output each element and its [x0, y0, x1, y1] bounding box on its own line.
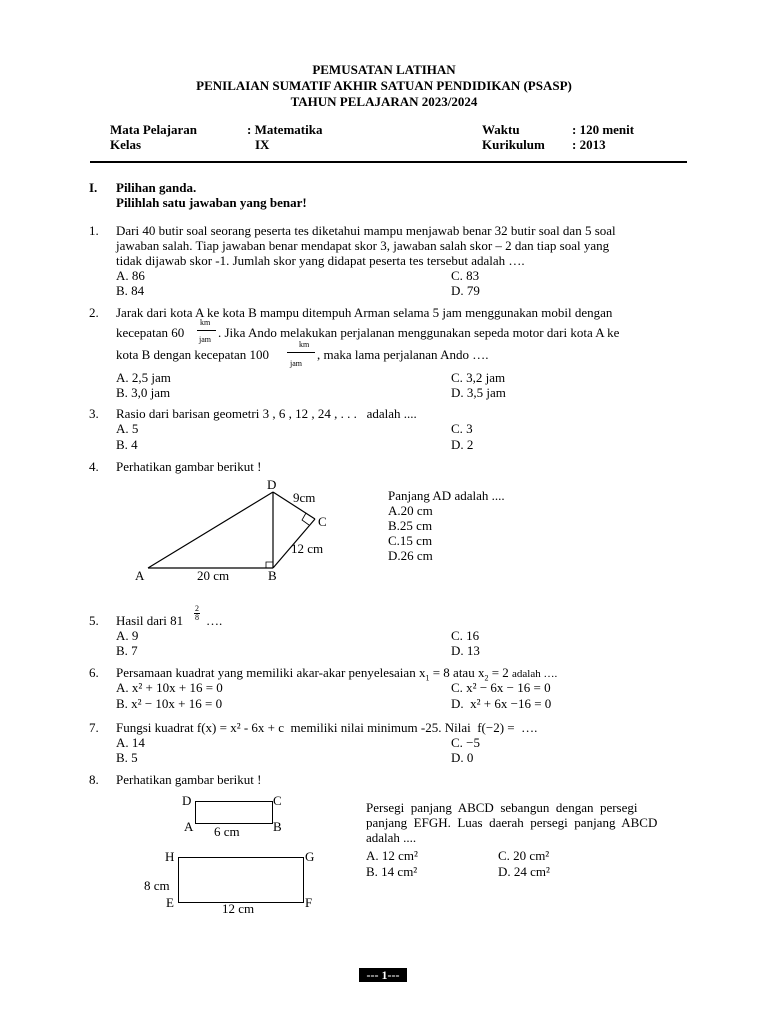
q3-option-c: C. 3: [451, 421, 473, 436]
q1-line-2: jawaban salah. Tiap jawaban benar mendapat skor 3, jawaban salah skor – 2 dan tiap soal yang: [116, 238, 610, 253]
q8-label-h: H: [165, 849, 175, 864]
q8-rectangle-abcd: [195, 801, 273, 824]
subject-label: Mata Pelajaran: [110, 122, 198, 137]
q6-option-c: C. x² − 6x − 16 = 0: [451, 680, 551, 695]
q7-option-a: A. 14: [116, 735, 145, 750]
q4-option-c: C.15 cm: [388, 533, 433, 548]
q2-fraction-bar-2: [287, 352, 315, 353]
q7-option-c: C. −5: [451, 735, 481, 750]
q6-option-a: A. x² + 10x + 16 = 0: [116, 680, 223, 695]
q8-rectangle-efgh: [178, 857, 304, 903]
q6-option-b: B. x² − 10x + 16 = 0: [116, 696, 223, 711]
q6-root-2: = 2: [491, 665, 509, 680]
q8-large-height: 8 cm: [144, 878, 170, 893]
q4-length-bc: 12 cm: [291, 541, 324, 556]
q1-option-a: A. 86: [116, 268, 145, 283]
q4-number: 4.: [89, 459, 99, 474]
q1-option-b: B. 84: [116, 283, 145, 298]
q2-unit-den-2: jam: [290, 359, 302, 368]
class-value: IX: [255, 137, 270, 152]
q2-option-b: B. 3,0 jam: [116, 385, 171, 400]
q6-tail: adalah ….: [512, 668, 558, 680]
q5-exponent-den: 8: [195, 613, 199, 622]
q2-unit-num-2: km: [299, 340, 310, 349]
curriculum-label: Kurikulum: [482, 137, 545, 152]
q5-text: Hasil dari 81: [116, 613, 184, 628]
q1-line-1: Dari 40 butir soal seorang peserta tes diketahui mampu menjawab benar 32 butir soal dan 5 soal: [116, 223, 616, 238]
q8-option-a: A. 12 cm²: [366, 848, 418, 863]
subject-value: : Matematika: [247, 122, 323, 137]
q2-number: 2.: [89, 305, 99, 320]
q8-label-d: D: [182, 793, 192, 808]
q6-number: 6.: [89, 665, 99, 680]
q4-option-b: B.25 cm: [388, 518, 433, 533]
page-number: --- 1---: [359, 968, 407, 982]
q8-question-line-2: panjang EFGH. Luas daerah persegi panjang ABCD: [366, 815, 658, 830]
q6-sub-1: 1: [425, 673, 430, 683]
q8-label-e: E: [166, 895, 174, 910]
q8-label-b: B: [273, 819, 282, 834]
q8-text: Perhatikan gambar berikut !: [116, 772, 262, 787]
q7-number: 7.: [89, 720, 99, 735]
q2-option-c: C. 3,2 jam: [451, 370, 506, 385]
q4-length-ab: 20 cm: [197, 568, 230, 583]
q4-length-dc: 9cm: [293, 490, 316, 505]
q4-question: Panjang AD adalah ....: [388, 488, 505, 503]
q2-line-1: Jarak dari kota A ke kota B mampu ditempuh Arman selama 5 jam menggunakan mobil dengan: [116, 305, 613, 320]
q2-line-2b: . Jika Ando melakukan perjalanan menggunakan sepeda motor dari kota A ke: [218, 325, 620, 340]
time-value: : 120 menit: [572, 122, 635, 137]
q4-option-d: D.26 cm: [388, 548, 433, 563]
q5-option-d: D. 13: [451, 643, 480, 658]
q3-text: Rasio dari barisan geometri 3 , 6 , 12 , 24 , . . . adalah ....: [116, 406, 417, 421]
q4-text: Perhatikan gambar berikut !: [116, 459, 262, 474]
q8-question-line-1: Persegi panjang ABCD sebangun dengan persegi: [366, 800, 638, 815]
q8-label-a: A: [184, 819, 194, 834]
q4-line-ad: [148, 492, 273, 568]
q2-option-d: D. 3,5 jam: [451, 385, 506, 400]
q8-option-c: C. 20 cm²: [498, 848, 550, 863]
q5-tail: ….: [206, 613, 223, 628]
header-line-1: PEMUSATAN LATIHAN: [312, 62, 456, 77]
time-label: Waktu: [482, 122, 520, 137]
q6-option-d: D. x² + 6x −16 = 0: [451, 696, 552, 711]
q3-number: 3.: [89, 406, 99, 421]
q3-option-a: A. 5: [116, 421, 139, 436]
q2-line-3a: kota B dengan kecepatan 100: [116, 347, 270, 362]
q5-option-a: A. 9: [116, 628, 139, 643]
q1-number: 1.: [89, 223, 99, 238]
q5-option-b: B. 7: [116, 643, 138, 658]
q3-option-b: B. 4: [116, 437, 138, 452]
q8-label-f: F: [305, 895, 313, 910]
section-number: I.: [89, 180, 98, 195]
q5-exponent-num: 2: [195, 604, 199, 613]
q8-question-line-3: adalah ....: [366, 830, 417, 845]
q6-mid: atau: [453, 665, 475, 680]
q2-line-2a: kecepatan 60: [116, 325, 185, 340]
q4-triangle-figure: [130, 475, 350, 585]
class-label: Kelas: [110, 137, 142, 152]
q8-number: 8.: [89, 772, 99, 787]
q2-unit-den-1: jam: [199, 335, 211, 344]
q5-number: 5.: [89, 613, 99, 628]
header-line-2: PENILAIAN SUMATIF AKHIR SATUAN PENDIDIKAN (PSASP): [196, 78, 572, 93]
q2-fraction-bar-1: [197, 330, 216, 331]
q8-small-width: 6 cm: [214, 824, 240, 839]
q6-sub-2: 2: [484, 673, 489, 683]
curriculum-value: : 2013: [572, 137, 606, 152]
q6-root-1: = 8: [432, 665, 450, 680]
q8-large-width: 12 cm: [222, 901, 255, 916]
q2-option-a: A. 2,5 jam: [116, 370, 171, 385]
q4-label-b: B: [268, 568, 277, 583]
section-title: Pilihan ganda.: [116, 180, 197, 195]
q4-label-c: C: [318, 514, 327, 529]
q8-option-d: D. 24 cm²: [498, 864, 550, 879]
q2-line-3b: , maka lama perjalanan Ando ….: [317, 347, 489, 362]
q4-label-a: A: [135, 568, 145, 583]
q7-option-d: D. 0: [451, 750, 474, 765]
q8-option-b: B. 14 cm²: [366, 864, 418, 879]
q8-label-c: C: [273, 793, 282, 808]
q4-option-a: A.20 cm: [388, 503, 433, 518]
q6-text-a: Persamaan kuadrat yang memiliki akar-akar penyelesaian x: [116, 665, 426, 680]
q2-unit-num-1: km: [200, 318, 211, 327]
section-instruction: Pilihlah satu jawaban yang benar!: [116, 195, 307, 210]
q8-label-g: G: [305, 849, 315, 864]
q7-text: Fungsi kuadrat f(x) = x² - 6x + c memiliki nilai minimum -25. Nilai f(−2) = ….: [116, 720, 538, 735]
header-line-3: TAHUN PELAJARAN 2023/2024: [290, 94, 478, 109]
q1-line-3: tidak dijawab skor -1. Jumlah skor yang didapat peserta tes tersebut adalah ….: [116, 253, 525, 268]
q5-option-c: C. 16: [451, 628, 480, 643]
q6-text: Persamaan kuadrat yang memiliki akar-akar penyelesaian $x_1 = 8$ atau $x_2 = 2$ adalah ….: [116, 665, 558, 683]
q7-option-b: B. 5: [116, 750, 138, 765]
q1-option-c: C. 83: [451, 268, 480, 283]
header-divider: [90, 161, 687, 163]
q3-option-d: D. 2: [451, 437, 474, 452]
q4-label-d: D: [267, 477, 277, 492]
q1-option-d: D. 79: [451, 283, 480, 298]
